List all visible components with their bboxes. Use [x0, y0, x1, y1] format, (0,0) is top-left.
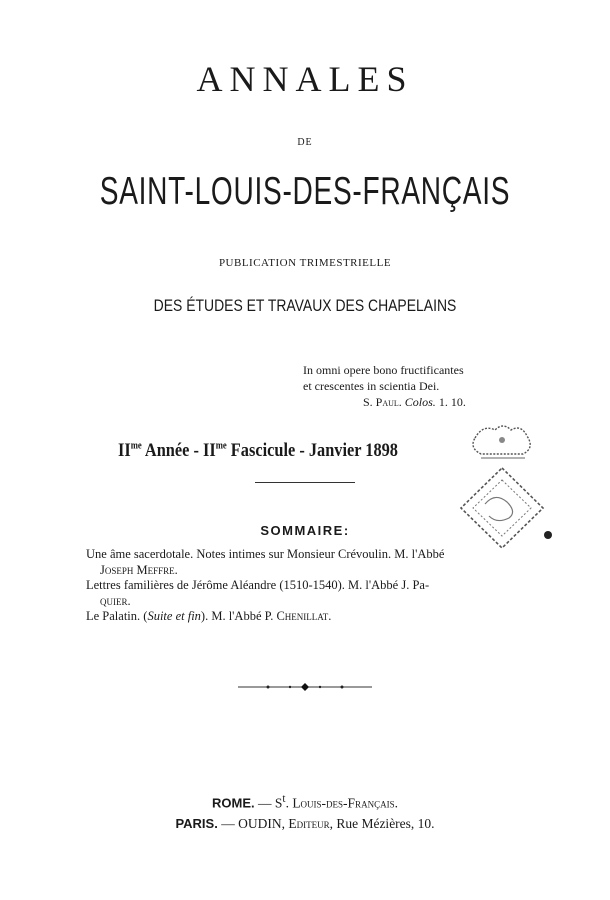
issue-fasc-sup: me [215, 440, 227, 452]
issue-year-num: II [118, 440, 131, 461]
toc-entry-3-author: Chenillat. [276, 609, 332, 623]
epigraph-verse: 1. 10. [438, 395, 466, 409]
imprint-rome [0, 793, 610, 812]
epigraph-line-2: et crescentes in scientia Dei. [303, 379, 440, 393]
toc-entry-2-text: Lettres familières de Jérôme Aléandre (1510-1540). M. l'Abbé J. Pa- [86, 578, 430, 592]
issue-line [118, 440, 398, 462]
ornament-divider [238, 680, 372, 694]
imprint-rome-st-sup: t [282, 793, 286, 805]
epigraph-line-1: In omni opere bono fructificantes [303, 363, 464, 377]
toc-entry [86, 578, 516, 609]
imprint-rome-st: S [274, 795, 283, 811]
publication-line: PUBLICATION TRIMESTRIELLE [218, 257, 392, 269]
saint-louis-title: SAINT-LOUIS-DES-FRANÇAIS [99, 170, 511, 213]
epigraph-reference [303, 394, 466, 410]
toc-entry-3-post: ). M. l'Abbé P. [200, 609, 277, 623]
epigraph-source: Colos. [404, 395, 436, 409]
library-stamp-icon [445, 420, 560, 555]
annales-title: ANNALES [196, 59, 414, 99]
issue-year-sup: me [130, 440, 142, 452]
sommaire-heading: SOMMAIRE: [260, 523, 350, 538]
issue-year-label: Année - [144, 440, 199, 461]
imprint-rome-city: ROME. [212, 795, 255, 811]
imprint-rome-sep: — [254, 795, 275, 811]
issue-fasc-num: II [203, 440, 216, 461]
table-of-contents [86, 547, 516, 625]
epigraph-author: S. Paul. [363, 395, 402, 409]
toc-entry-2-author: quier. [100, 593, 131, 608]
epigraph [303, 362, 466, 410]
toc-entry-1-author: Joseph Meffre. [100, 562, 178, 577]
imprint-paris-sep: — [217, 816, 239, 831]
imprint-paris-address: Rue Mézières, 10. [332, 816, 435, 831]
toc-entry-3-pre: Le Palatin. ( [86, 609, 148, 623]
toc-entry [86, 609, 516, 625]
de-word: DE [297, 137, 313, 148]
imprint-rome-place: . Louis-des-Français. [285, 795, 398, 811]
toc-entry-1-text: Une âme sacerdotale. Notes intimes sur Monsieur Crévoulin. M. l'Abbé [86, 547, 445, 561]
studies-line: DES ÉTUDES ET TRAVAUX DES CHAPELAINS [153, 296, 457, 315]
divider-rule [255, 482, 355, 483]
imprint-paris [0, 816, 610, 832]
toc-entry-3-italic: Suite et fin [147, 609, 201, 623]
imprint-paris-city: PARIS. [175, 816, 218, 831]
issue-fasc-label: Fascicule - Janvier 1898 [230, 440, 398, 461]
imprint-paris-role: Editeur, [288, 816, 333, 831]
imprint-paris-publisher: OUDIN, [238, 816, 289, 831]
